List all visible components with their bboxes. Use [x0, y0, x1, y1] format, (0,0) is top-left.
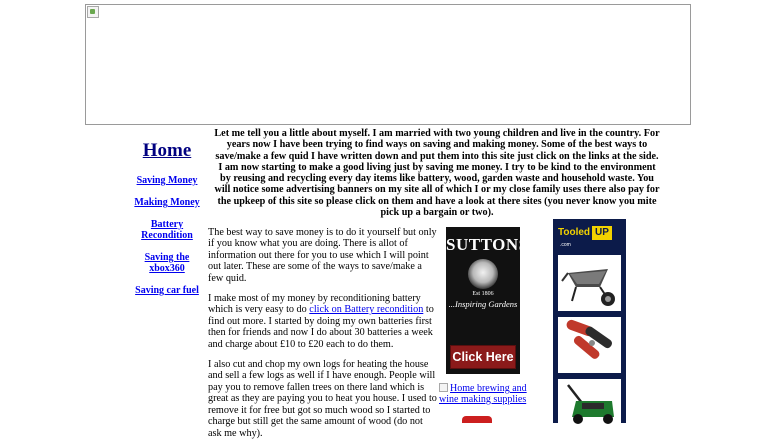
battery-text-after: to find out more. I started by doing my own batteries first then for friends and now I do about 30 batteries a week and charge about £10 to £20 each to do them.: [208, 304, 434, 350]
header-banner-image[interactable]: [85, 4, 691, 125]
main-content: [208, 227, 438, 448]
partial-ad-image[interactable]: [462, 416, 492, 423]
pruner-icon: [558, 317, 621, 373]
lawnmower-product-image[interactable]: [558, 379, 621, 429]
tooled-up-logo: [558, 225, 621, 248]
content-paragraph-battery: [208, 293, 438, 350]
pruner-product-image[interactable]: [558, 317, 621, 373]
intro-paragraph: Let me tell you a little about myself. I am married with two young children and live in the country. For years now I have been trying to find ways on saving and making money. Some of the best ways to save/make a few quid I have written down and put them into this site just click on the links at the side. I am now starting to make a good living just by saving me money. I try to be kind to the environment by reusing and recycling every day items like battery, wood, garden waste and household waste. You will notice some advertising banners on my site all of which I or my close family uses there also pay for the upkeep of this site so please click on them and have a look at there sites (you never know you mite pick up a bargain or two).: [214, 128, 660, 219]
lawnmower-icon: [558, 379, 621, 429]
nav-link-saving-money[interactable]: Saving Money: [136, 175, 198, 186]
nav-link-making-money[interactable]: Making Money: [134, 197, 200, 208]
suttons-logo-text: SUTTONS: [446, 235, 529, 254]
sidebar-nav: [128, 140, 206, 307]
nav-link-battery-recondition[interactable]: Battery Recondition: [141, 219, 193, 241]
suttons-est-label: Est 1806: [472, 291, 494, 297]
homebrew-link[interactable]: Home brewing and wine making supplies: [439, 383, 527, 405]
broken-image-icon: [87, 6, 99, 18]
nav-link-saving-car-fuel[interactable]: Saving car fuel: [135, 285, 199, 296]
content-paragraph-diy: The best way to save money is to do it yourself but only if you know what you are doing. There is allot of information out there for you to use which I will point out later. These are some of the ways to save/make a few quid.: [208, 227, 437, 284]
click-here-button[interactable]: Click Here: [450, 345, 516, 369]
royal-crest-icon: [468, 259, 498, 289]
nav-link-saving-xbox360[interactable]: Saving the xbox360: [144, 252, 190, 274]
tooled-brand-text: Tooled: [558, 227, 591, 238]
tooled-up-ad-banner[interactable]: [553, 219, 626, 423]
broken-image-icon: [439, 383, 448, 392]
tooled-up-text: UP: [592, 226, 612, 240]
battery-text-before: I make most of my money by reconditioning battery which is very easy to do: [208, 293, 421, 316]
suttons-ad-banner[interactable]: [446, 227, 529, 374]
tooled-dotcom-text: .com: [560, 242, 571, 248]
suttons-tagline: ...Inspiring Gardens: [448, 299, 518, 309]
wheelbarrow-product-image[interactable]: [558, 255, 621, 311]
content-paragraph-logs: I also cut and chop my own logs for heating the house and sell a few logs as well if I have enough. People will pay you to remove fallen trees on there land which is great as they are paying you to heat you house. I used to remove it for free but got so much wood so I started to charge but still get the same amount of wood (do not ask me why).: [208, 359, 437, 439]
wheelbarrow-icon: [558, 255, 621, 311]
nav-home-link[interactable]: Home: [142, 140, 192, 161]
battery-recondition-inline-link[interactable]: click on Battery recondition: [309, 304, 424, 316]
homebrew-ad[interactable]: [439, 383, 531, 405]
